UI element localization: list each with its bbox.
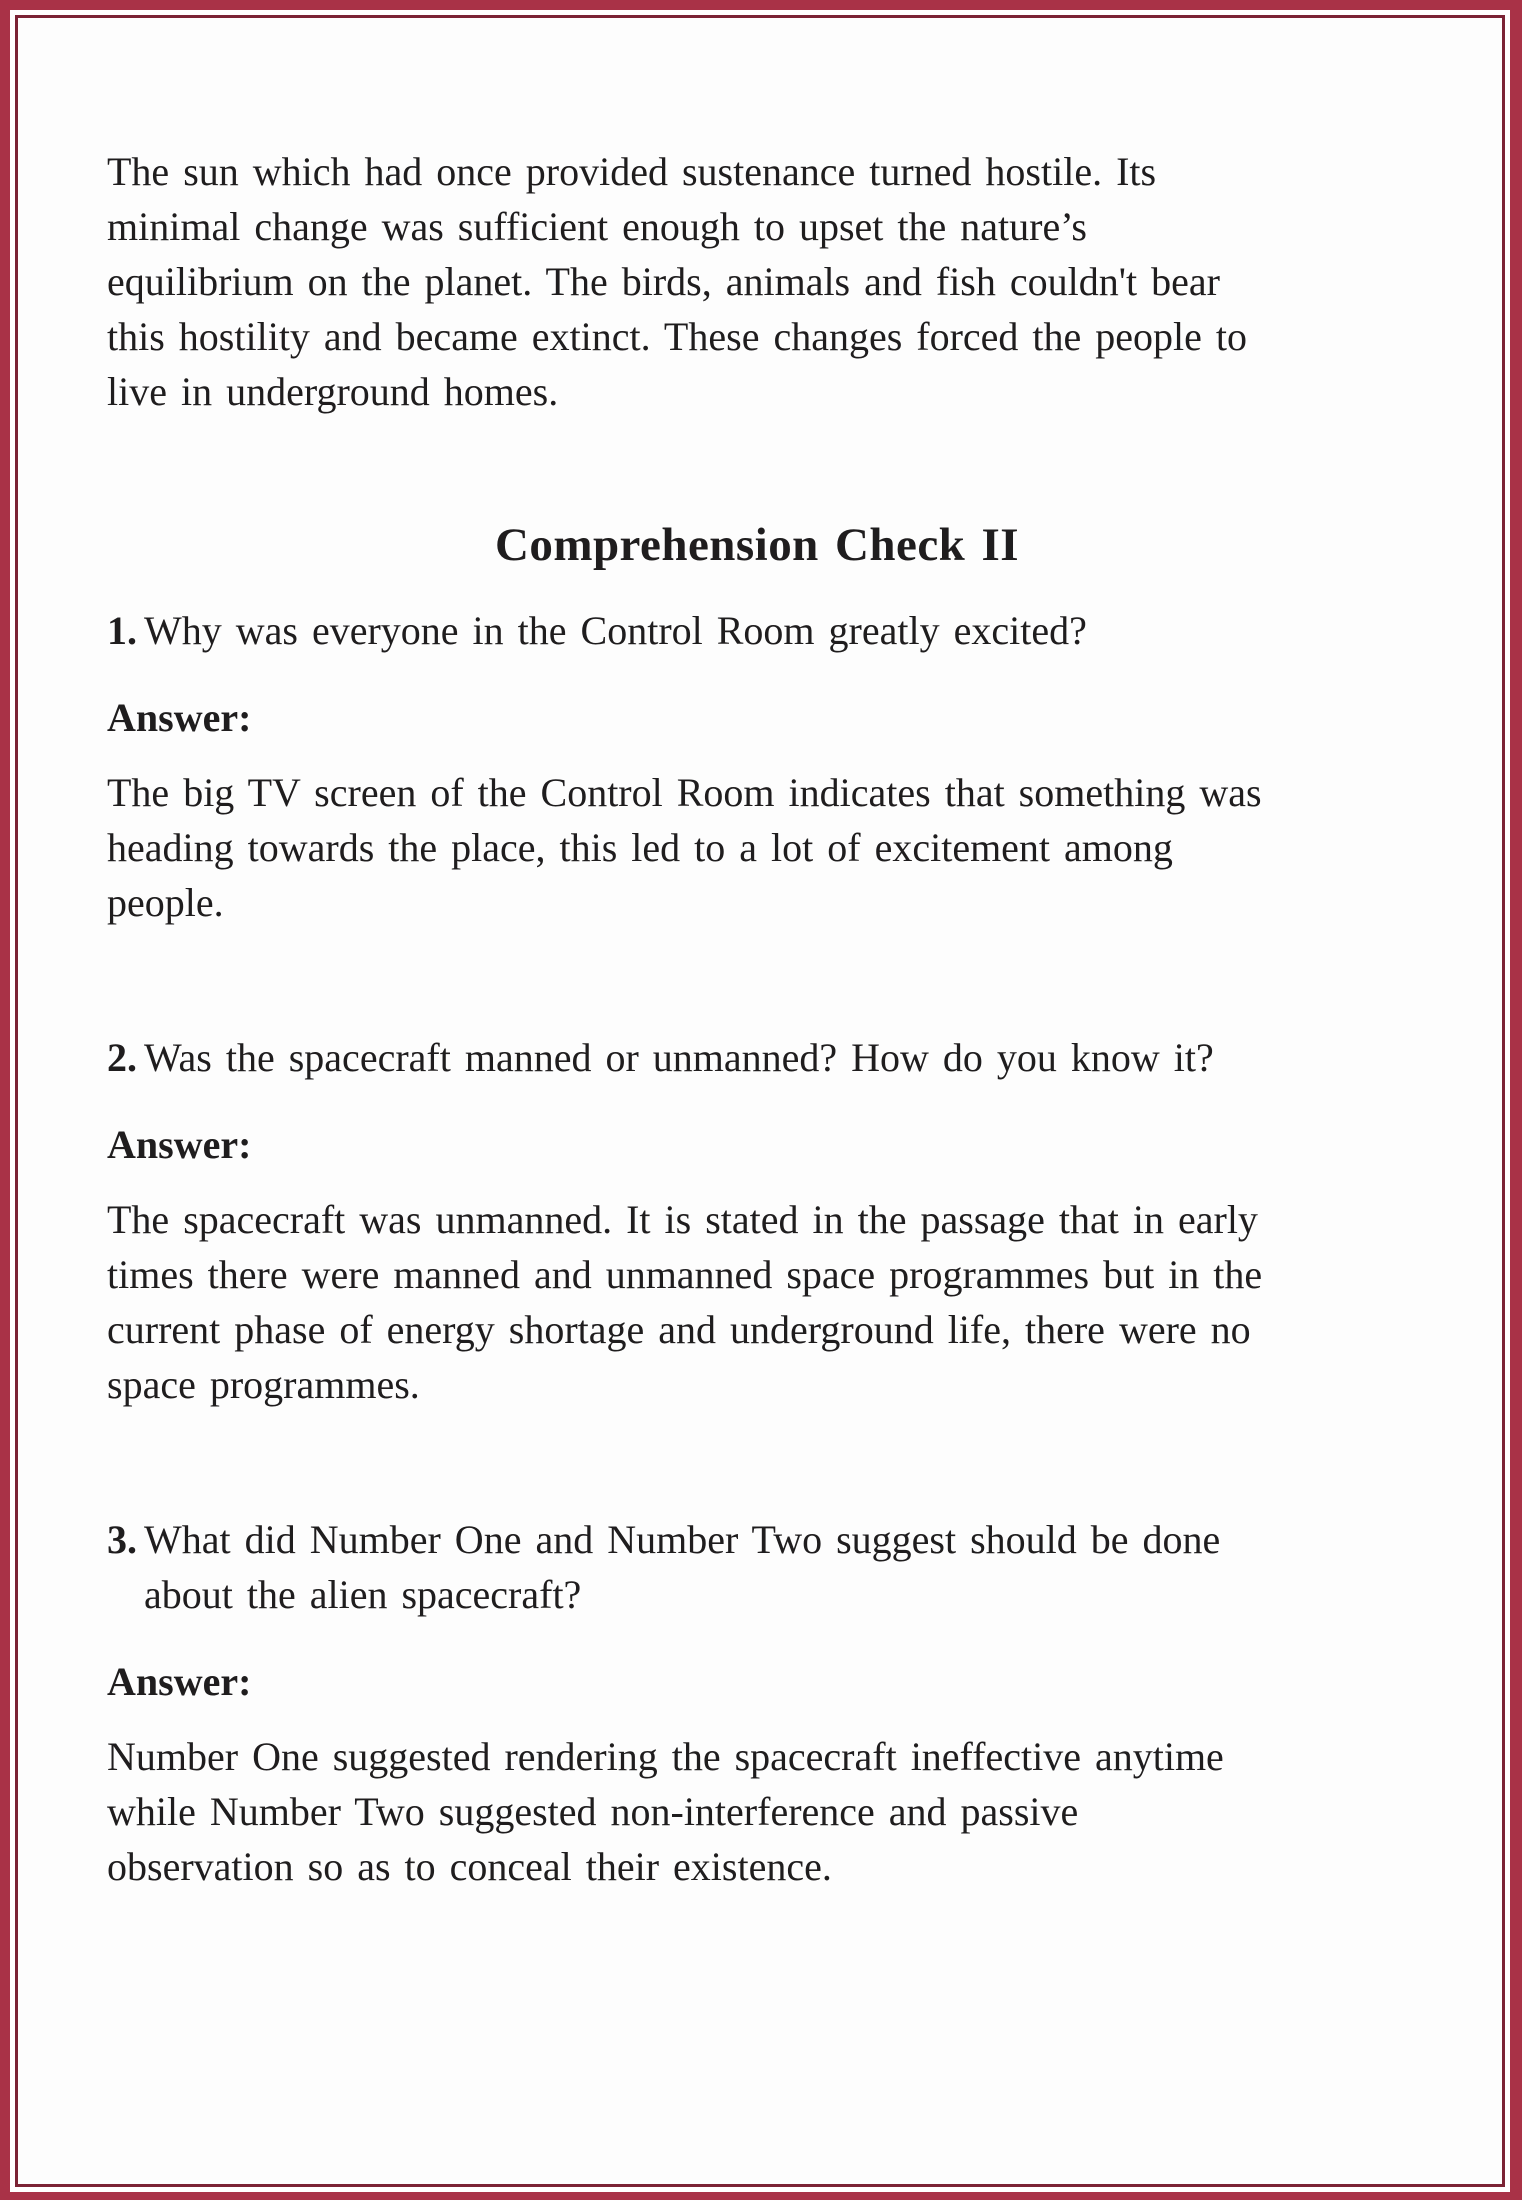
question-2 [107, 1030, 1407, 1085]
intro-paragraph [107, 144, 1407, 419]
answer-line: The spacecraft was unmanned. It is stated in the passage that in early [107, 1197, 1258, 1242]
question-line: about the alien spacecraft? [144, 1572, 582, 1617]
answer-label: Answer: [107, 1122, 252, 1167]
question-text [144, 603, 1087, 658]
answer-3 [107, 1729, 1407, 1894]
border-gap [10, 10, 1510, 2192]
question-line: Was the spacecraft manned or unmanned? How do you know it? [144, 1035, 1214, 1080]
answer-line: while Number Two suggested non-interference and passive [107, 1789, 1079, 1834]
qa-section-3 [107, 1512, 1407, 1894]
question-number: 1. [107, 608, 137, 653]
question-number: 2. [107, 1035, 137, 1080]
question-number: 3. [107, 1517, 137, 1562]
answer-line: times there were manned and unmanned space programmes but in the [107, 1252, 1263, 1297]
intro-line: equilibrium on the planet. The birds, animals and fish couldn't bear [107, 259, 1220, 304]
question-3 [107, 1512, 1407, 1622]
section-heading: Comprehension Check II [494, 519, 1020, 571]
answer-label: Answer: [107, 1659, 252, 1704]
answer-2 [107, 1192, 1407, 1412]
qa-section-2 [107, 1030, 1407, 1412]
answer-line: people. [107, 880, 224, 925]
question-1 [107, 603, 1407, 658]
answer-label: Answer: [107, 695, 252, 740]
answer-line: The big TV screen of the Control Room indicates that something was [107, 770, 1262, 815]
question-text [144, 1030, 1214, 1085]
answer-line: observation so as to conceal their existence. [107, 1844, 832, 1889]
intro-line: this hostility and became extinct. These changes forced the people to [107, 314, 1248, 359]
answer-line: heading towards the place, this led to a lot of excitement among [107, 825, 1173, 870]
qa-section-1 [107, 603, 1407, 930]
answer-line: current phase of energy shortage and underground life, there were no [107, 1307, 1251, 1352]
page-content [18, 18, 1502, 1894]
intro-line: live in underground homes. [107, 369, 559, 414]
answer-line: space programmes. [107, 1362, 420, 1407]
answer-line: Number One suggested rendering the spacecraft ineffective anytime [107, 1734, 1224, 1779]
question-line: Why was everyone in the Control Room greatly excited? [144, 608, 1087, 653]
inner-border [15, 15, 1505, 2187]
question-text [144, 1512, 1220, 1622]
intro-line: The sun which had once provided sustenance turned hostile. Its [107, 149, 1157, 194]
answer-1 [107, 765, 1407, 930]
question-line: What did Number One and Number Two suggest should be done [144, 1517, 1221, 1562]
intro-line: minimal change was sufficient enough to upset the nature’s [107, 204, 1087, 249]
